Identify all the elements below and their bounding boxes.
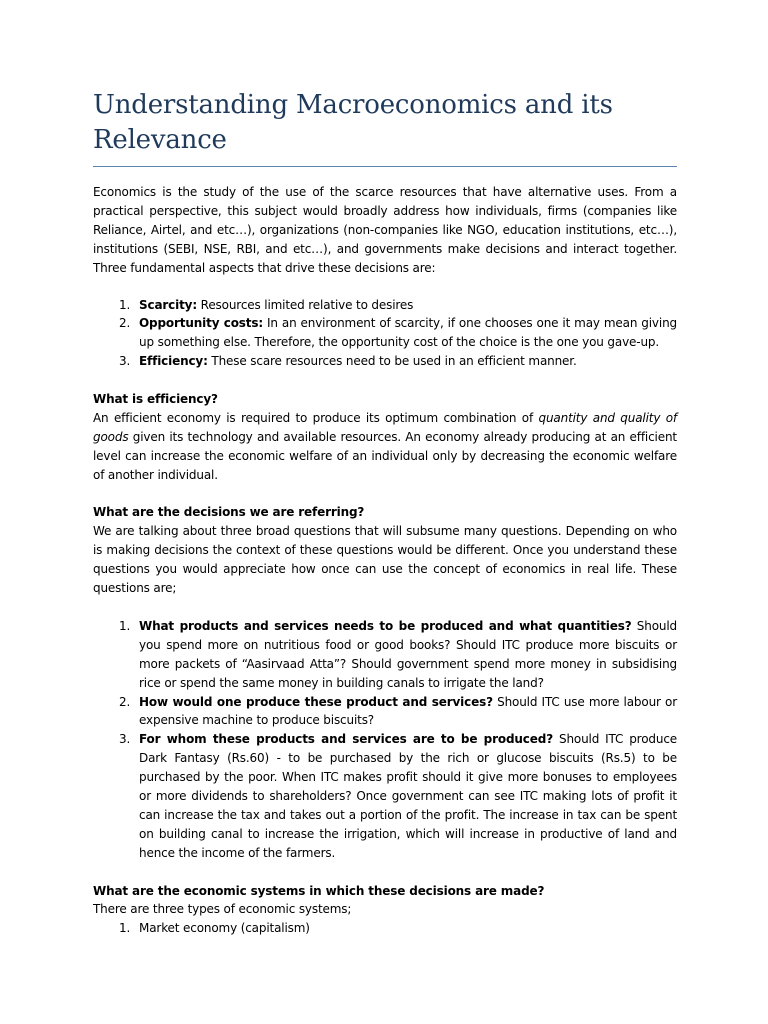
- list-number: 1.: [119, 297, 131, 312]
- heading-text: What are the economic systems in which these decisions are made?: [93, 883, 545, 898]
- list-number: 3.: [119, 354, 131, 369]
- list-item: [93, 693, 677, 731]
- aspects-list: [93, 296, 677, 372]
- systems-paragraph: There are three types of economic systems;: [93, 902, 352, 917]
- intro-paragraph: Economics is the study of the use of the scarce resources that have alternative uses. From a practical perspective, this subject would broadly address how individuals, firms (companies like Reliance, Airtel, and etc…), organizations (non-companies like NGO, education institutions, etc…), institutions (SEBI, NSE, RBI, and etc…), and governments make decisions and interact together. Three fundamental aspects that drive these decisions are:: [93, 185, 677, 275]
- section-heading-systems: [93, 882, 677, 901]
- list-number: 1.: [119, 618, 131, 633]
- document-body: [93, 183, 677, 938]
- list-number: 2.: [119, 694, 131, 709]
- list-item: [93, 352, 677, 371]
- list-number: 1.: [119, 921, 131, 936]
- list-number: 3.: [119, 732, 131, 747]
- system-label: Market economy (capitalism): [139, 921, 310, 936]
- question-text: For whom these products and services are to be produced?: [139, 732, 554, 747]
- heading-text: What are the decisions we are referring?: [93, 505, 365, 520]
- aspect-term: Efficiency:: [139, 354, 208, 369]
- paragraph-text: given its technology and available resources. An economy already producing at an efficient level can increase the economic welfare of an individual only by decreasing the economic welfare of another individual.: [93, 429, 677, 482]
- question-detail: Should you spend more on nutritious food or good books? Should ITC produce more biscuits or more packets of “Aasirvaad Atta”? Should government spend more money in subsidising rice or spend the same money in building canals to irrigate the land?: [139, 618, 677, 690]
- decisions-paragraph: We are talking about three broad questions that will subsume many questions. Depending on who is making decisions the context of these questions would be different. Once you understand these questions you would appreciate how once can use the concept of economics in real life. These questions are;: [93, 524, 677, 596]
- title-underline: [93, 166, 677, 167]
- list-item: [93, 296, 677, 315]
- aspect-text: Resources limited relative to desires: [197, 297, 414, 312]
- questions-list: [93, 617, 677, 863]
- aspect-term: Scarcity:: [139, 297, 198, 312]
- section-heading-efficiency: [93, 390, 677, 409]
- aspect-text: These scare resources need to be used in an efficient manner.: [207, 354, 577, 369]
- question-detail: Should ITC produce Dark Fantasy (Rs.60) - to be purchased by the rich or glucose biscuits (Rs.5) to be purchased by the poor. When ITC makes profit should it give more bonuses to employees or more dividends to shareholders? Once government can see ITC making lots of profit it can increase the tax and takes out a portion of the profit. The increase in tax can be spent on building canal to increase the irrigation, which will increase in productive of land and hence the income of the farmers.: [139, 732, 677, 860]
- question-detail: Should ITC use more labour or expensive machine to produce biscuits?: [139, 694, 678, 728]
- aspect-term: Opportunity costs:: [139, 316, 264, 331]
- list-item: [93, 617, 677, 693]
- list-number: 2.: [119, 316, 131, 331]
- question-text: What products and services needs to be produced and what quantities?: [139, 618, 632, 633]
- systems-list: [93, 919, 677, 938]
- section-heading-decisions: [93, 503, 677, 522]
- heading-text: What is efficiency?: [93, 392, 218, 407]
- list-item: [93, 919, 677, 938]
- aspect-text: In an environment of scarcity, if one chooses one it may mean giving up something else. Therefore, the opportunity cost of the choice is the one you gave-up.: [139, 316, 677, 350]
- paragraph-text: An efficient economy is required to produce its optimum combination of: [93, 410, 539, 425]
- italic-phrase: quantity and quality of goods: [93, 410, 677, 444]
- list-item: [93, 314, 677, 352]
- question-text: How would one produce these product and services?: [139, 694, 493, 709]
- document-title: Understanding Macroeconomics and its Relevance: [93, 90, 613, 155]
- list-item: [93, 730, 677, 862]
- efficiency-paragraph: [93, 409, 677, 485]
